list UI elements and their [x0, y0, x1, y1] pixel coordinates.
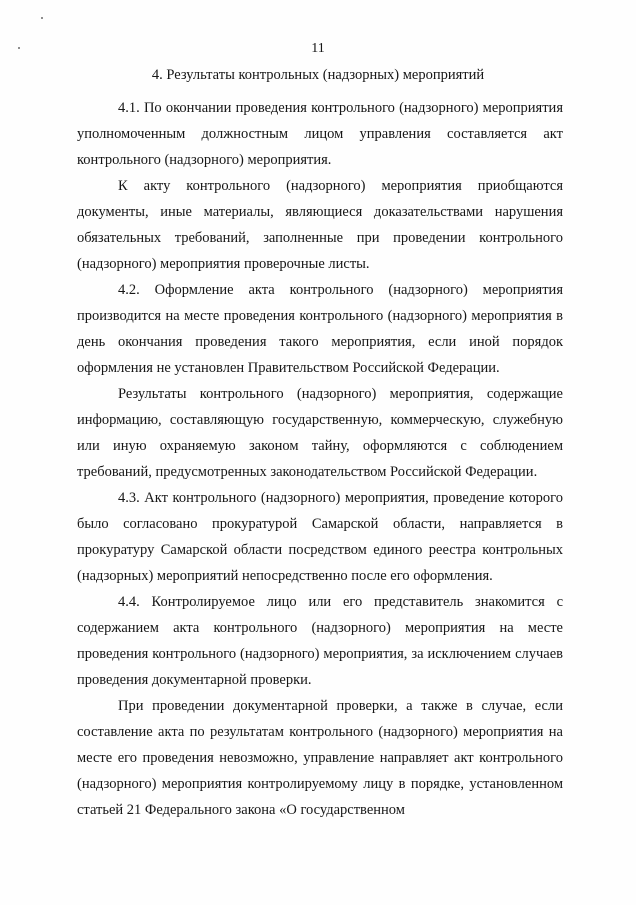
paragraph-4-3: 4.3. Акт контрольного (надзорного) мероприятия, проведение которого было согласовано прокуратурой Самарской области, направляется в прокуратуру Самарской области посредством единого реестра контрольных (надзорных) мероприятий непосредственно после его оформления. — [77, 490, 563, 584]
scan-speck — [41, 17, 43, 19]
paragraph-4-4: 4.4. Контролируемое лицо или его представитель знакомится с содержанием акта контрольного (надзорного) мероприятия на месте проведения контрольного (надзорного) мероприятия, за исключением случаев проведения документарной проверки. — [77, 594, 563, 688]
section-title: 4. Результаты контрольных (надзорных) мероприятий — [151, 67, 485, 83]
paragraph-act-attachments: К акту контрольного (надзорного) мероприятия приобщаются документы, иные материалы, являющиеся доказательствами нарушения обязательных требований, заполненные при проведении контрольного (надзорного) мероприятия проверочные листы. — [77, 178, 563, 272]
paragraph-results-secrecy: Результаты контрольного (надзорного) мероприятия, содержащие информацию, составляющую государственную, коммерческую, служебную или иную охраняемую законом тайну, оформляются с соблюдением требований, предусмотренных законодательством Российской Федерации. — [77, 386, 563, 480]
paragraph-4-2: 4.2. Оформление акта контрольного (надзорного) мероприятия производится на месте проведения контрольного (надзорного) мероприятия в день окончания проведения такого мероприятия, если иной порядок оформления не установлен Правительством Российской Федерации. — [77, 282, 563, 376]
paragraph-documentary-check: При проведении документарной проверки, а также в случае, если составление акта по результатам контрольного (надзорного) мероприятия на месте его проведения невозможно, управление направляет акт контрольного (надзорного) мероприятия контролируемому лицу в порядке, установленном статьей 21 Федерального закона «О государственном — [77, 698, 563, 818]
document-body — [77, 95, 563, 823]
page-number: 11 — [311, 41, 325, 56]
paragraph-4-1: 4.1. По окончании проведения контрольного (надзорного) мероприятия уполномоченным должностным лицом управления составляется акт контрольного (надзорного) мероприятия. — [77, 100, 563, 168]
